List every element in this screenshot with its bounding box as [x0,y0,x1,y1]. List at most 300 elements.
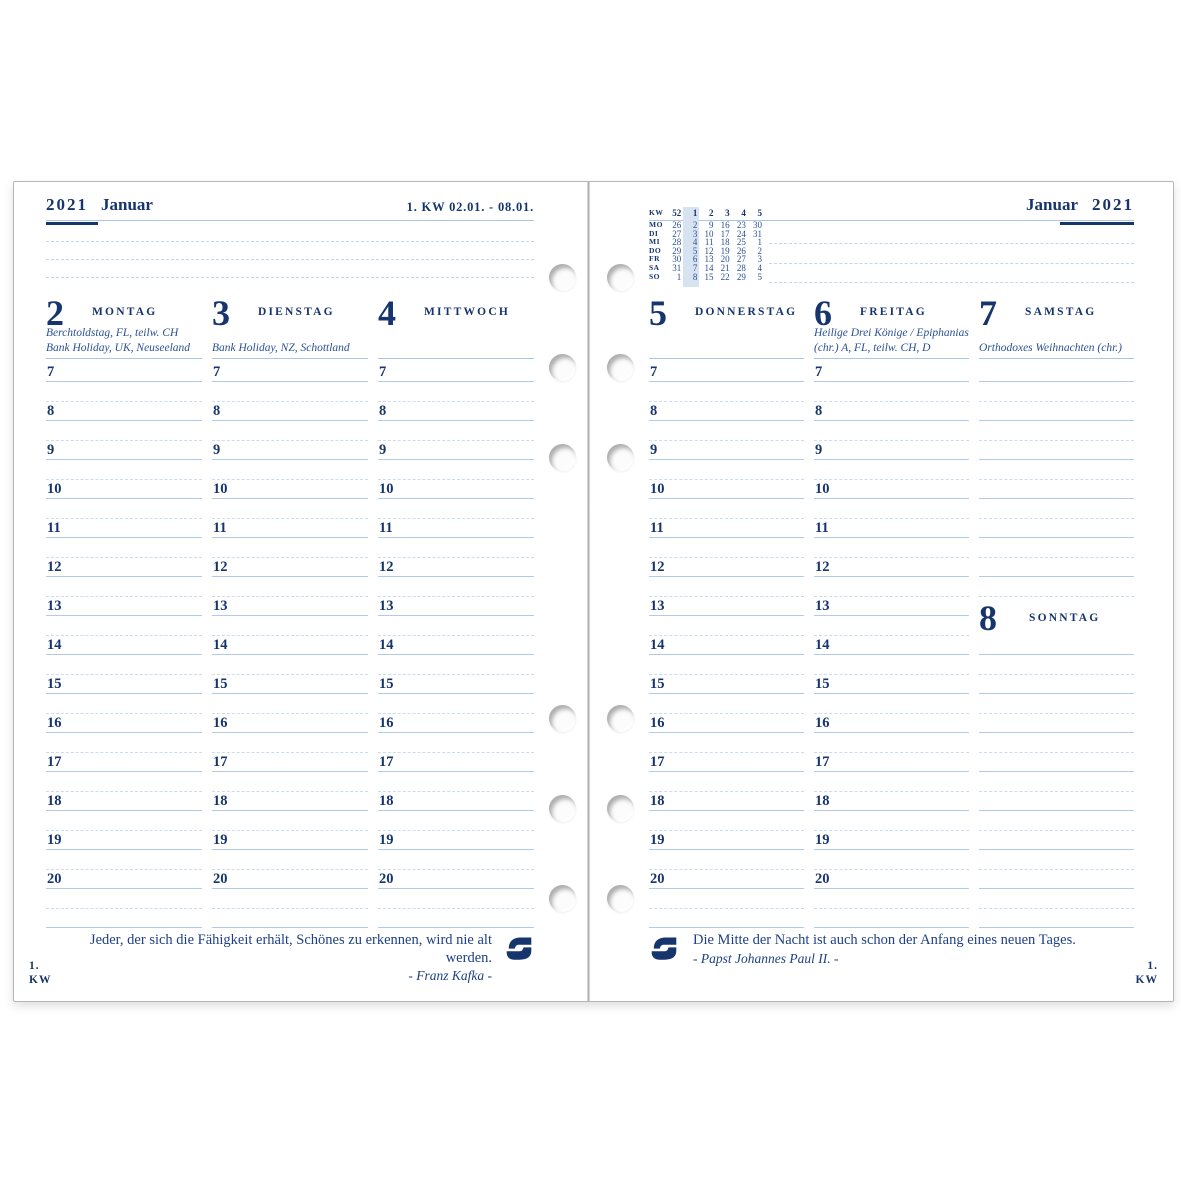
hour-line [814,732,969,733]
quote-line: Jeder, der sich die Fähigkeit erhält, Schönes zu erkennen, wird nie alt werden. [89,932,492,966]
hour-label: 8 [650,403,658,419]
hour-label: 7 [213,364,221,380]
half-hour-line [649,713,804,714]
mini-cal-cell: 28 [736,262,746,273]
half-hour-line [378,908,534,909]
hour-line [979,498,1134,499]
day-header [212,293,368,359]
hour-line [979,927,1134,928]
hour-line [378,810,534,811]
hour-label: 12 [650,559,665,575]
quote-text [693,932,1076,967]
mini-cal-row-label: SA [649,262,660,272]
half-hour-line [212,713,368,714]
hour-label: 13 [47,598,62,614]
hour-label: 10 [379,481,394,497]
half-hour-line [649,869,804,870]
holiday-line: Bank Holiday, UK, Neuseeland [46,341,191,354]
hour-line [212,498,368,499]
day-column-mittwoch [378,293,534,927]
mini-cal-cell: 13 [704,254,714,265]
hour-line [649,771,804,772]
punch-hole [549,444,576,471]
hour-line [212,537,368,538]
half-hour-line [814,713,969,714]
hour-label: 16 [379,715,394,731]
day-header [649,293,804,359]
mini-cal-cell: 24 [736,228,746,239]
mini-cal-cell: 4 [757,262,762,273]
day-name-label: DONNERSTAG [695,306,798,318]
half-hour-line [378,713,534,714]
hour-line [814,654,969,655]
punch-hole [607,795,634,822]
year-label: 2021 [46,195,88,214]
half-hour-line [212,635,368,636]
half-hour-line [46,674,202,675]
half-hour-line [378,752,534,753]
half-hour-line [979,830,1134,831]
half-hour-line [814,479,969,480]
hour-grid [46,358,202,929]
hour-line [378,576,534,577]
half-hour-line [46,869,202,870]
hour-line [649,693,804,694]
hour-label: 14 [213,637,228,653]
mini-cal-row-kw [649,209,763,218]
half-hour-line [378,635,534,636]
holiday-line: Bank Holiday, NZ, Schottland [212,341,350,354]
mini-cal-cell: 1 [757,237,762,248]
day-number: 4 [378,293,396,333]
hour-label: 16 [47,715,62,731]
mini-cal-cell: 2 [757,245,762,256]
week-number: 1. [1147,960,1158,972]
week-number-unit: KW [1135,973,1158,986]
hour-line [46,459,202,460]
half-hour-line [649,557,804,558]
hour-label: 20 [213,871,228,887]
day-column-donnerstag [649,293,804,927]
punch-hole [607,264,634,291]
hour-line [212,576,368,577]
half-hour-line [212,518,368,519]
hour-label: 15 [650,676,665,692]
hour-label: 9 [379,442,387,458]
mini-cal-cell: 27 [736,254,746,265]
half-hour-line [46,635,202,636]
half-hour-line [814,869,969,870]
half-hour-line [979,401,1134,402]
hour-line [46,615,202,616]
hour-line [378,615,534,616]
month-label: Januar [101,195,153,214]
punch-hole [549,885,576,912]
hour-line [212,849,368,850]
hour-grid [649,358,804,929]
day-column-freitag [814,293,969,927]
left-page-header [46,195,534,221]
hour-label: 11 [650,520,664,536]
hour-label: 16 [815,715,830,731]
hour-label: 13 [815,598,830,614]
half-hour-line [46,557,202,558]
mini-cal-cell: 5 [692,245,698,256]
hour-label: 11 [47,520,61,536]
hour-line [979,693,1134,694]
mini-cal-cell: 9 [709,219,714,230]
mini-cal-row-label: DO [649,245,662,255]
punch-hole [607,885,634,912]
half-hour-line [649,830,804,831]
half-hour-line [212,596,368,597]
hour-label: 8 [47,403,55,419]
hour-label: 9 [213,442,221,458]
mini-cal-cell: 5 [757,208,762,218]
day-number: 5 [649,293,667,333]
hour-line [212,420,368,421]
half-hour-line [212,401,368,402]
mini-cal-cell: 1 [692,208,698,218]
hour-line [378,654,534,655]
mini-cal-cell: 1 [676,271,682,282]
punch-hole [549,264,576,291]
year-underline [1060,222,1134,225]
mini-cal-cell: 3 [692,228,698,239]
half-hour-line [212,908,368,909]
hour-label: 9 [815,442,823,458]
day-header [378,293,534,359]
hour-line [979,888,1134,889]
mini-cal-cell: 30 [752,219,762,230]
sigel-logo-icon [649,933,679,963]
mini-cal-cell: 4 [741,208,746,218]
hour-label: 11 [213,520,227,536]
hour-line [378,498,534,499]
half-hour-line [378,674,534,675]
half-hour-line [979,791,1134,792]
half-hour-line [814,830,969,831]
mini-cal-cell: 3 [725,208,730,218]
hour-line [212,771,368,772]
hour-label: 10 [47,481,62,497]
half-hour-line [814,440,969,441]
hour-line [649,849,804,850]
mini-cal-row-label: SO [649,271,661,281]
hour-label: 8 [815,403,823,419]
day-name-label: FREITAG [860,306,927,318]
hour-label: 7 [815,364,823,380]
hour-label: 18 [379,793,394,809]
hour-label: 7 [650,364,658,380]
hour-line [649,810,804,811]
half-hour-line [979,440,1134,441]
mini-cal-row-label: MO [649,219,663,229]
half-hour-line [814,752,969,753]
hour-label: 18 [47,793,62,809]
hour-label: 13 [379,598,394,614]
hour-line [649,459,804,460]
hour-line [649,615,804,616]
mini-cal-cell: 19 [720,245,730,256]
half-hour-line [212,830,368,831]
half-hour-line [212,479,368,480]
hour-line [649,654,804,655]
hour-line [979,459,1134,460]
ruled-line [46,259,534,260]
hour-label: 12 [47,559,62,575]
holiday-notes [979,341,1134,356]
left-page [46,182,534,1001]
hour-label: 12 [213,559,228,575]
half-hour-line [649,596,804,597]
hour-line [649,576,804,577]
hour-line [814,849,969,850]
day-header [814,293,969,359]
punch-hole [549,795,576,822]
hour-label: 20 [379,871,394,887]
half-hour-line [814,908,969,909]
left-day-columns [46,293,534,927]
hour-line [649,888,804,889]
day-number: 7 [979,293,997,333]
hour-label: 15 [47,676,62,692]
hour-label: 16 [213,715,228,731]
punch-hole [549,354,576,381]
hour-line [212,927,368,928]
holiday-line: Orthodoxes Weihnachten (chr.) [979,341,1122,354]
hour-grid [979,358,1134,929]
half-hour-line [378,479,534,480]
half-hour-line [378,557,534,558]
hour-label: 14 [47,637,62,653]
hour-line [979,732,1134,733]
hour-label: 20 [47,871,62,887]
hour-label: 18 [815,793,830,809]
hour-line [212,381,368,382]
half-hour-line [814,401,969,402]
holiday-line: Heilige Drei Könige / Epiphanias [814,327,969,339]
mini-cal-cell: 27 [672,228,682,239]
day-name-label: SAMSTAG [1025,306,1097,318]
mini-cal-cell: 31 [752,228,762,239]
hour-line [814,888,969,889]
mini-cal-cell: 10 [704,228,714,239]
day-number: 3 [212,293,230,333]
hour-line [378,888,534,889]
holiday-line: Berchtoldstag, FL, teilw. CH [46,327,179,339]
hour-label: 7 [47,364,55,380]
hour-line [814,927,969,928]
hour-line [378,732,534,733]
hour-label: 13 [650,598,665,614]
hour-label: 15 [815,676,830,692]
hour-line [814,771,969,772]
hour-label: 20 [815,871,830,887]
year-label: 2021 [1092,195,1134,214]
hour-label: 19 [47,832,62,848]
day-number: 2 [46,293,64,333]
half-hour-line [212,674,368,675]
quote-line: Die Mitte der Nacht ist auch schon der Anfang eines neuen Tages. [693,932,1076,948]
half-hour-line [979,518,1134,519]
hour-label: 10 [213,481,228,497]
mini-cal-cell: 14 [704,262,714,273]
day-column-dienstag [212,293,368,927]
half-hour-line [649,752,804,753]
mini-cal-cell: 6 [692,254,698,265]
mini-cal-cell: 17 [720,228,730,239]
hour-line [212,732,368,733]
hour-label: 15 [379,676,394,692]
mini-cal-cell: 28 [672,237,682,248]
mini-cal-cell: 15 [704,271,714,282]
quote-right [649,932,1134,967]
hour-line [649,732,804,733]
half-hour-line [979,674,1134,675]
hour-line [46,888,202,889]
half-hour-line [378,518,534,519]
day-column-samstag [979,293,1134,927]
hour-line [979,420,1134,421]
hour-label: 18 [213,793,228,809]
half-hour-line [814,557,969,558]
hour-grid [212,358,368,929]
hour-line [979,381,1134,382]
mini-cal-cell: 29 [672,245,682,256]
holiday-notes [814,326,969,355]
holiday-notes [212,341,368,356]
half-hour-line [46,518,202,519]
half-hour-line [979,713,1134,714]
hour-line [979,771,1134,772]
half-hour-line [46,479,202,480]
mini-cal-cell: 22 [720,271,730,282]
hour-label: 12 [815,559,830,575]
quote-attribution: - Franz Kafka - [408,968,492,983]
hour-label: 14 [815,637,830,653]
holiday-notes [46,326,202,355]
hour-line [46,927,202,928]
hour-line [979,849,1134,850]
hour-label: 17 [815,754,830,770]
half-hour-line [46,752,202,753]
mini-cal-cell: 16 [720,219,730,230]
mini-cal-cell: 2 [709,208,714,218]
ruled-line [46,241,534,242]
sigel-logo-icon [504,933,534,963]
hour-line [46,771,202,772]
hour-line [649,927,804,928]
half-hour-line [979,479,1134,480]
hour-line [378,537,534,538]
hour-line [378,771,534,772]
hour-label: 8 [213,403,221,419]
mini-cal-cell: 8 [692,271,698,282]
hour-line [212,810,368,811]
half-hour-line [649,791,804,792]
hour-label: 16 [650,715,665,731]
mini-cal-cell: 7 [692,262,698,273]
hour-line [46,732,202,733]
hour-line [46,849,202,850]
hour-line [46,693,202,694]
mini-cal-cell: 5 [757,271,762,282]
week-number-corner-right [1136,960,1158,987]
hour-line [46,576,202,577]
hour-line [814,576,969,577]
mini-cal-cell: 29 [736,271,746,282]
half-hour-line [979,908,1134,909]
half-hour-line [649,518,804,519]
hour-line [979,810,1134,811]
mini-cal-row-so [649,273,763,282]
half-hour-line [46,830,202,831]
hour-line [378,693,534,694]
hour-label: 8 [379,403,387,419]
mini-cal-cell: 4 [692,237,698,248]
hour-label: 17 [213,754,228,770]
punch-hole [607,444,634,471]
mini-cal-cell: 3 [757,254,762,265]
half-hour-line [649,440,804,441]
half-hour-line [814,635,969,636]
hour-label: 14 [650,637,665,653]
day-name-label: MITTWOCH [424,306,510,318]
quote-text [46,932,492,985]
half-hour-line [814,596,969,597]
hour-line [212,615,368,616]
mini-cal-cell: 12 [704,245,714,256]
half-hour-line [212,791,368,792]
half-hour-line [378,791,534,792]
punch-hole [549,705,576,732]
mini-cal-cell: 25 [736,237,746,248]
hour-label: 18 [650,793,665,809]
hour-label: 9 [47,442,55,458]
half-hour-line [378,440,534,441]
mini-cal-cell: 26 [672,219,682,230]
hour-label: 15 [213,676,228,692]
year-underline [46,222,98,225]
hour-line [46,420,202,421]
holiday-line: (chr.) A, FL, teilw. CH, D [814,341,931,354]
hour-label: 19 [379,832,394,848]
half-hour-line [212,557,368,558]
hour-line [814,615,969,616]
mini-cal-cell: 18 [720,237,730,248]
hour-line [378,927,534,928]
punch-hole [607,705,634,732]
hour-label: 17 [47,754,62,770]
hour-grid [814,358,969,929]
hour-line [212,459,368,460]
week-number-corner-left [29,960,51,987]
hour-line [212,888,368,889]
hour-label: 19 [815,832,830,848]
week-range-label: 1. KW 02.01. - 08.01. [406,200,534,214]
day-name-label: DIENSTAG [258,306,335,318]
mini-cal-cell: 26 [736,245,746,256]
half-hour-line [979,557,1134,558]
day-header [979,293,1134,359]
quote-attribution: - Papst Johannes Paul II. - [693,950,839,966]
mini-cal-row-label: FR [649,254,660,264]
half-hour-line [649,401,804,402]
ruled-line [46,277,534,278]
right-page [649,182,1134,1001]
day-name-label: MONTAG [92,306,158,318]
